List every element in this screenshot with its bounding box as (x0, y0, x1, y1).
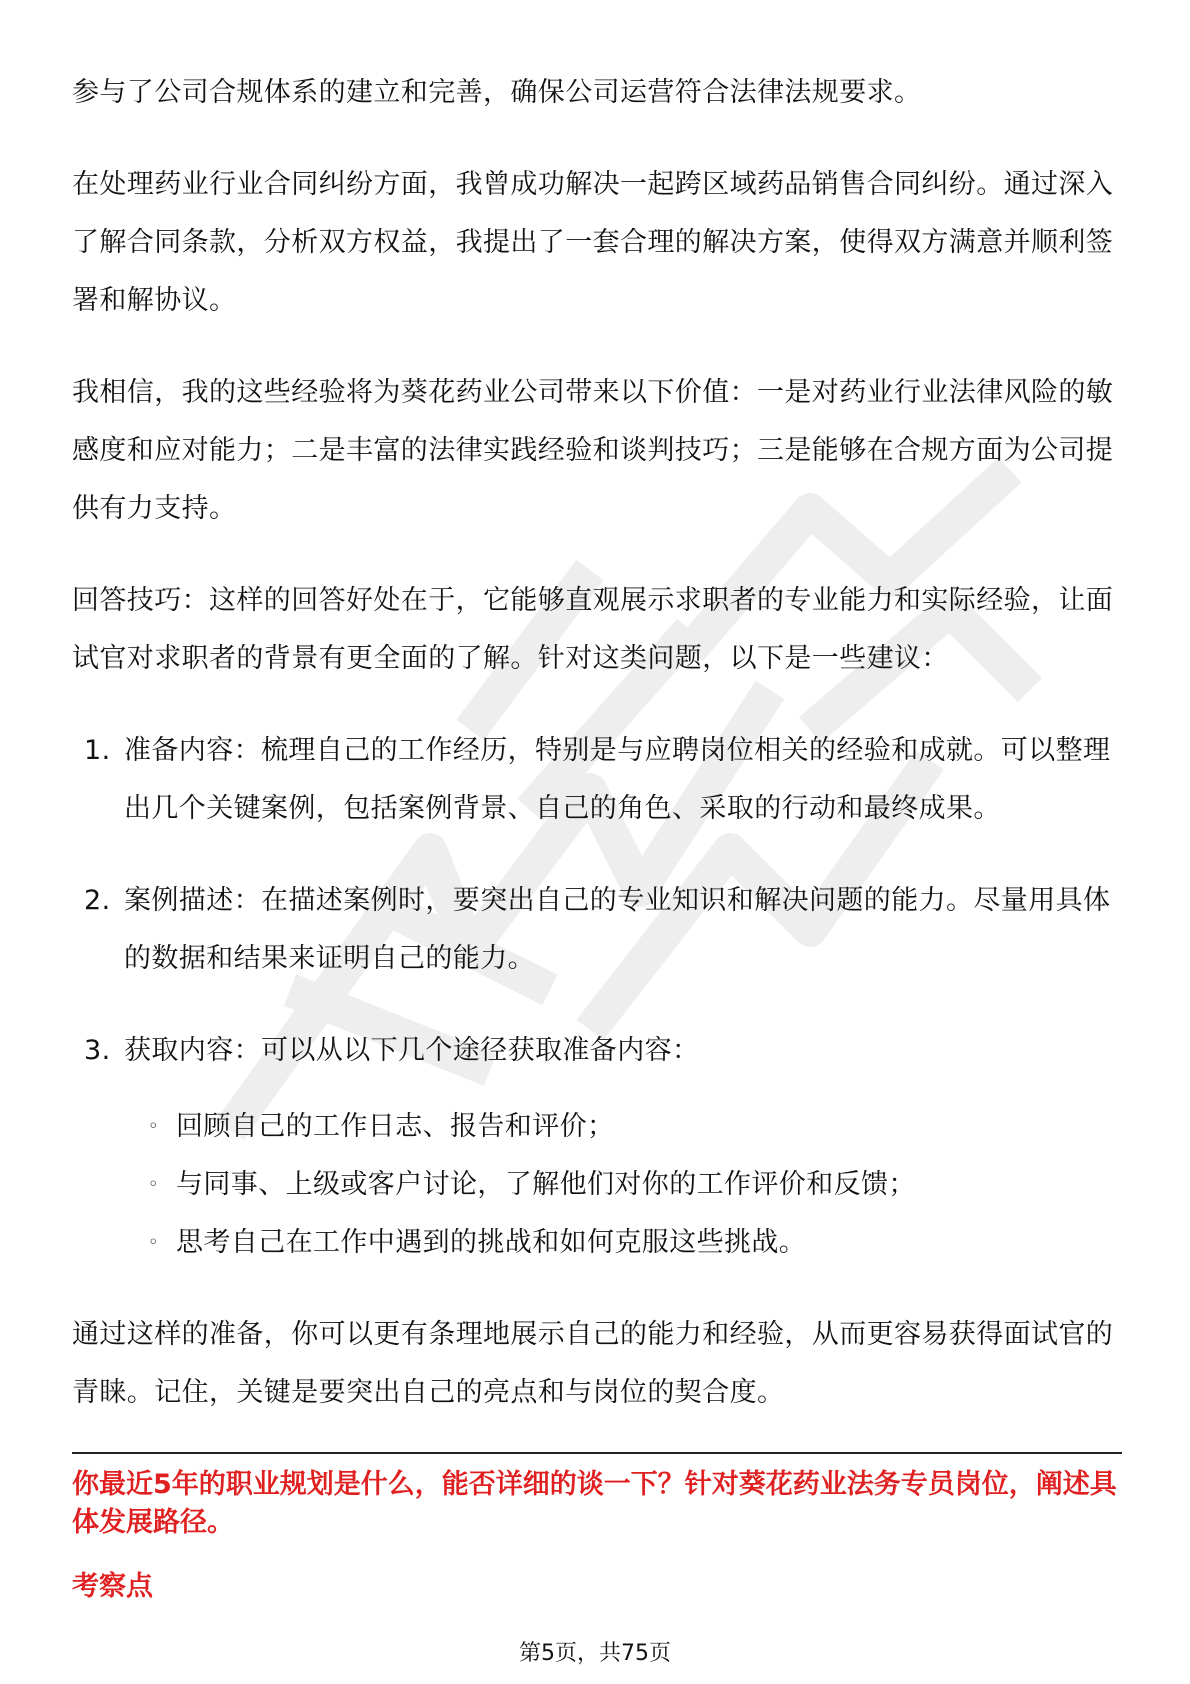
list-text: 准备内容：梳理自己的工作经历，特别是与应聘岗位相关的经验和成就。可以整理出几个关键案例，包括案例背景、自己的角色、采取的行动和最终成果。 (124, 735, 1111, 824)
page-body (72, 64, 1122, 1422)
list-number: 2. (84, 885, 111, 916)
list-number: 3. (84, 1035, 111, 1066)
tips-list-item (72, 722, 1122, 838)
bullet-icon: ◦ (148, 1232, 160, 1253)
paragraph-answer-tips: 回答技巧：这样的回答好处在于，它能够直观展示求职者的专业能力和实际经验，让面试官对求职者的背景有更全面的了解。针对这类问题，以下是一些建议： (72, 585, 1114, 674)
paragraph-closing: 通过这样的准备，你可以更有条理地展示自己的能力和经验，从而更容易获得面试官的青睐。记住，关键是要突出自己的亮点和与岗位的契合度。 (72, 1319, 1114, 1408)
tips-list-item (72, 872, 1122, 988)
sources-list-item (148, 1214, 1122, 1272)
section-divider (72, 1452, 1122, 1454)
bullet-icon: ◦ (148, 1174, 160, 1195)
tips-list-item (72, 1022, 1122, 1080)
sources-list-item (148, 1156, 1122, 1214)
page-footer: 第5页，共75页 (519, 1641, 671, 1666)
paragraph-compliance: 参与了公司合规体系的建立和完善，确保公司运营符合法律法规要求。 (72, 77, 922, 108)
tips-list (72, 722, 1122, 1080)
paragraph-contract-dispute: 在处理药业行业合同纠纷方面，我曾成功解决一起跨区域药品销售合同纠纷。通过深入了解合同条款，分析双方权益，我提出了一套合理的解决方案，使得双方满意并顺利签署和解协议。 (72, 169, 1114, 316)
paragraph-value: 我相信，我的这些经验将为葵花药业公司带来以下价值：一是对药业行业法律风险的敏感度和应对能力；二是丰富的法律实践经验和谈判技巧；三是能够在合规方面为公司提供有力支持。 (72, 377, 1114, 524)
list-text: 案例描述：在描述案例时，要突出自己的专业知识和解决问题的能力。尽量用具体的数据和结果来证明自己的能力。 (124, 885, 1111, 974)
sources-list (72, 1098, 1122, 1272)
list-text: 与同事、上级或客户讨论，了解他们对你的工作评价和反馈； (176, 1169, 916, 1200)
section-label: 考察点 (72, 1571, 153, 1602)
list-text: 获取内容：可以从以下几个途径获取准备内容： (124, 1035, 700, 1066)
bullet-icon: ◦ (148, 1116, 160, 1137)
question-heading: 你最近5年的职业规划是什么，能否详细的谈一下？针对葵花药业法务专员岗位，阐述具体发展路径。 (72, 1469, 1117, 1538)
list-number: 1. (84, 735, 111, 766)
list-text: 回顾自己的工作日志、报告和评价； (176, 1111, 615, 1142)
list-text: 思考自己在工作中遇到的挑战和如何克服这些挑战。 (176, 1227, 807, 1258)
sources-list-item (148, 1098, 1122, 1156)
